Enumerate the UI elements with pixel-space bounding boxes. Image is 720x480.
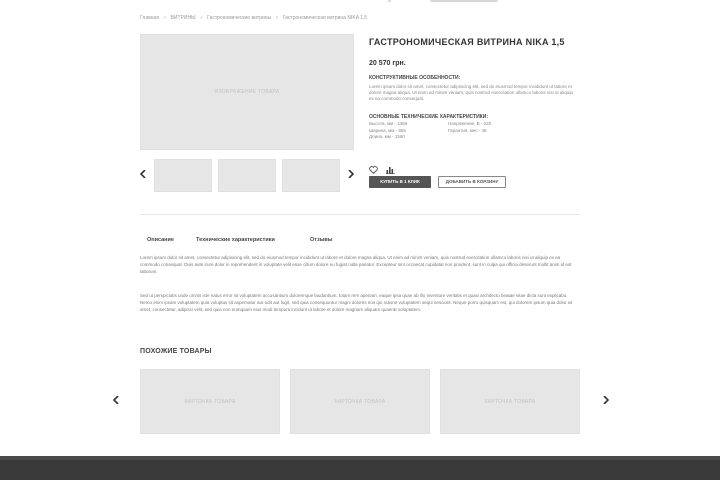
breadcrumb-separator: » — [199, 15, 203, 21]
features-heading: КОНСТРУКТИВНЫЕ ОСОБЕННОСТИ: — [369, 75, 461, 81]
chevron-right-icon[interactable] — [603, 396, 609, 407]
spec-row: Напряжение, В - 220 — [448, 121, 492, 126]
thumbnail[interactable] — [218, 159, 276, 192]
product-card[interactable] — [440, 369, 580, 434]
breadcrumb-link[interactable]: Гастрономические витрины — [207, 15, 272, 21]
description-paragraph: Lorem ipsum dolor sit amet, consectetur adipisicing elit, sed do eiusmod tempor incididunt ut labore et dolore magna aliqua. Ut enim ad minim veniam, quis nostrud exercitation ullamco laboris nisi ut aliquip ex ea commodo consequat. Duis aute irure dolor in reprehenderit in voluptate velit esse cillum dolore eu fugiat nulla pariatur. Excepteur sint occaecat cupidatat non proident, sunt in culpa qui officia deserunt mollit anim id est laborum. — [140, 255, 572, 275]
spec-row: Ширина, мм - 865 — [369, 127, 406, 133]
thumbnail[interactable] — [154, 159, 212, 192]
thumbnail-strip — [140, 159, 362, 193]
breadcrumb-current: Гастрономическая витрина NIKA 1,5 — [282, 15, 368, 21]
specs-right-column — [448, 121, 491, 134]
header-remnant — [388, 0, 391, 2]
footer-top-band — [0, 456, 720, 460]
features-text: Lorem ipsum dolor sit amet, consectetur adipisicing elit, sed do eiusmod tempor incididunt ut labore et dolore magna aliqua. Ut enim ad minim veniam, quis nostrud exercitation ullamco laboris nisi ut aliquip ex ea commodo consequat. — [369, 84, 573, 101]
chevron-left-icon[interactable] — [113, 396, 119, 407]
specs-heading: ОСНОВНЫЕ ТЕХНИЧЕСКИЕ ХАРАКТЕРИСТИКИ: — [369, 114, 488, 120]
spec-row: Гарантия, мес - 36 — [448, 127, 487, 133]
breadcrumb-link[interactable]: ВИТРИНЫ — [170, 15, 196, 21]
section-divider — [140, 214, 580, 215]
breadcrumb — [140, 15, 370, 21]
product-price: 20 570 грн. — [369, 60, 406, 67]
specs-left-column — [369, 121, 407, 141]
breadcrumb-link[interactable]: Главная — [140, 15, 160, 21]
page-footer — [0, 456, 720, 480]
breadcrumb-separator: » — [275, 15, 279, 21]
tab-reviews[interactable]: Отзывы — [310, 237, 333, 243]
product-card[interactable] — [140, 369, 280, 434]
related-products-title: ПОХОЖИЕ ТОВАРЫ — [140, 348, 212, 355]
product-card[interactable] — [290, 369, 430, 434]
product-main-image[interactable] — [140, 34, 354, 150]
description-paragraph: Sed ut perspiciatis unde omnis iste natus error sit voluptatem accusantium doloremque laudantium, totam rem aperiam, eaque ipsa quae ab illo inventore veritatis et quasi architecto beatae vitae dicta sunt explicabo. Nemo enim ipsam voluptatem quia voluptas sit aspernatur aut odit aut fugit, sed quia consequuntur magni dolores eos qui ratione voluptatem sequi nesciunt. Neque porro quisquam est, qui dolorem ipsum quia dolor sit amet, consectetur, adipisci velit, sed quia non numquam eius modi tempora incidunt ut labore et dolore magnam aliquam quaerat voluptatem. — [140, 293, 573, 313]
product-title: ГАСТРОНОМИЧЕСКАЯ ВИТРИНА NIKA 1,5 — [369, 37, 565, 47]
top-header-edge — [0, 0, 720, 3]
header-search-remnant — [430, 0, 498, 2]
tab-specifications[interactable]: Технические характеристики — [196, 237, 275, 243]
chevron-left-icon[interactable] — [140, 170, 146, 181]
tab-description[interactable]: Описание — [147, 237, 174, 243]
chevron-right-icon[interactable] — [348, 170, 354, 181]
thumbnail[interactable] — [282, 159, 340, 192]
buy-one-click-button[interactable]: КУПИТЬ В 1 КЛИК — [369, 176, 431, 188]
breadcrumb-separator: » — [163, 15, 167, 21]
spec-row: Длина, мм - 1560 — [369, 134, 405, 140]
card-placeholder-label: КАРТОЧКА ТОВАРА — [484, 398, 536, 405]
add-to-cart-button[interactable]: ДОБАВИТЬ В КОРЗИНУ — [438, 176, 506, 188]
card-placeholder-label: КАРТОЧКА ТОВАРА — [334, 398, 386, 405]
card-placeholder-label: КАРТОЧКА ТОВАРА — [184, 398, 236, 405]
spec-row: Высота, мм - 1368 — [369, 121, 408, 126]
image-placeholder-label: ИЗОБРАЖЕНИЕ ТОВАРА — [214, 89, 280, 95]
